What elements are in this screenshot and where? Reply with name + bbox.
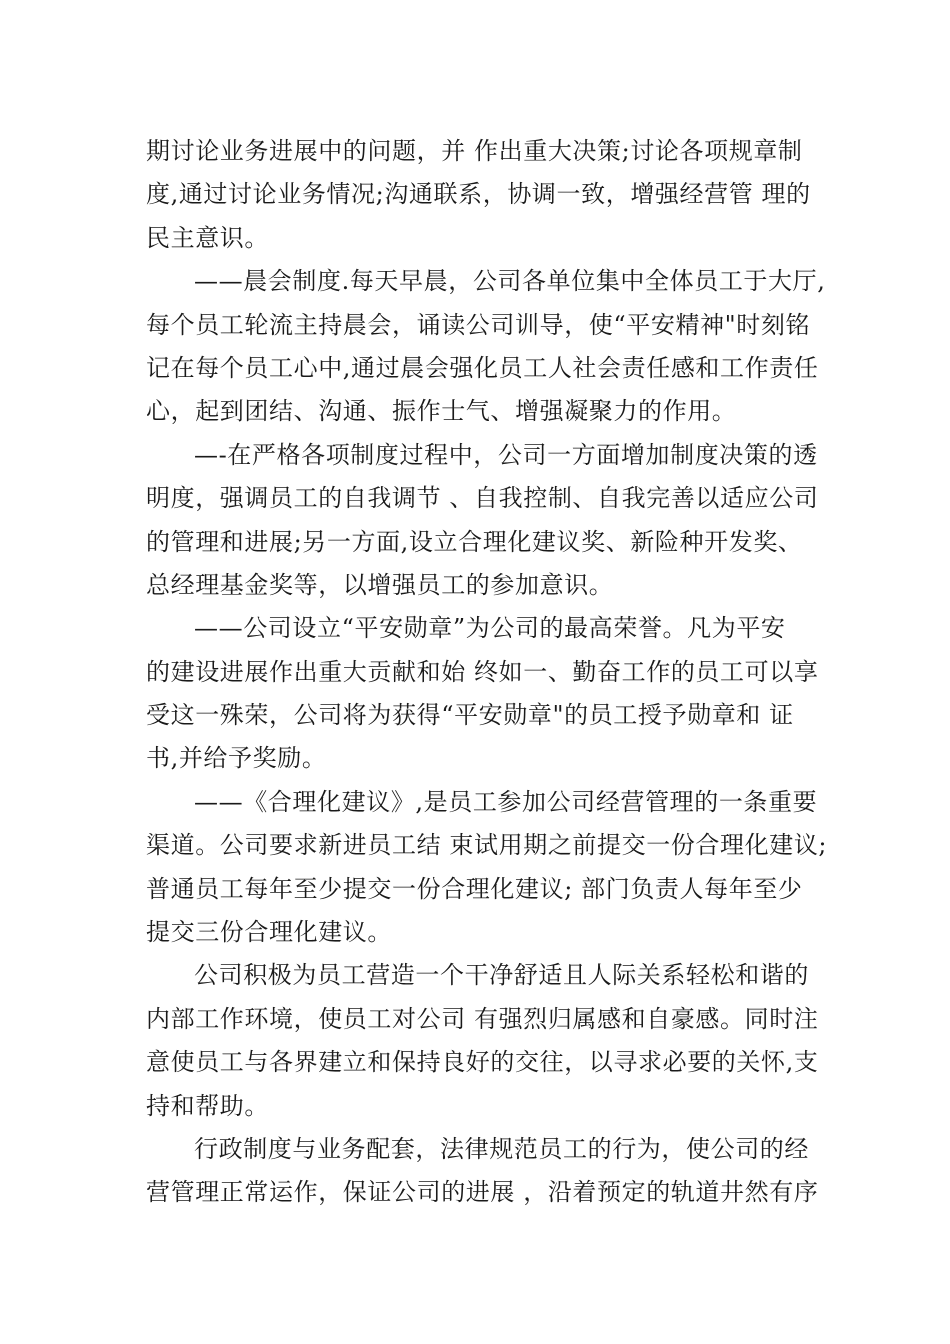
text-line: 意使员工与各界建立和保持良好的交往，以寻求必要的关怀,支: [146, 1048, 819, 1077]
paragraph: [146, 1128, 819, 1215]
text-line: 民主意识。: [146, 223, 269, 252]
text-line: 提交三份合理化建议。: [146, 918, 392, 947]
text-line: —-在严格各项制度过程中，公司一方面增加制度决策的透: [194, 440, 818, 469]
text-line: 普通员工每年至少提交一份合理化建议; 部门负责人每年至少: [146, 874, 803, 903]
text-line: 的建设进展作出重大贡献和始 终如一、勤奋工作的员工可以享: [146, 657, 819, 686]
paragraph: [146, 781, 828, 955]
paragraph: [146, 260, 826, 434]
text-line: 受这一殊荣，公司将为获得“平安勋章"的员工授予勋章和 证: [146, 701, 794, 730]
text-line: 每个员工轮流主持晨会，诵读公司训导，使“平安精神"时刻铭: [146, 310, 811, 339]
text-line: 公司积极为员工营造一个干净舒适且人际关系轻松和谐的: [194, 961, 809, 990]
paragraph: [146, 434, 819, 608]
text-line: ——《合理化建议》,是员工参加公司经营管理的一条重要: [194, 787, 818, 816]
text-line: 的管理和进展;另一方面,设立合理化建议奖、新险种开发奖、: [146, 527, 803, 556]
text-line: 行政制度与业务配套，法律规范员工的行为，使公司的经: [194, 1134, 809, 1163]
text-line: 渠道。公司要求新进员工结 束试用期之前提交一份合理化建议;: [146, 831, 828, 860]
paragraph: [146, 130, 812, 260]
text-line: ——晨会制度.每天早晨，公司各单位集中全体员工于大厅,: [194, 267, 826, 296]
text-line: 总经理基金奖等，以增强员工的参加意识。: [146, 570, 614, 599]
text-line: 期讨论业务进展中的问题，并 作出重大决策;讨论各项规章制: [146, 137, 803, 165]
text-line: 营管理正常运作，保证公司的进展 ，沿着预定的轨道井然有序: [146, 1178, 819, 1207]
text-line: 明度，强调员工的自我调节 、自我控制、自我完善以适应公司: [146, 484, 819, 513]
text-line: 记在每个员工心中,通过晨会强化员工人社会责任感和工作责任: [146, 353, 819, 382]
text-line: 心，起到团结、沟通、振作士气、增强凝聚力的作用。: [146, 397, 737, 426]
text-line: 度,通过讨论业务情况;沟通联系，协调一致，增强经营管 理的: [146, 180, 811, 209]
paragraph: [146, 607, 819, 781]
paragraph: [146, 954, 819, 1128]
text-line: ——公司设立“平安勋章”为公司的最高荣誉。凡为平安: [194, 614, 786, 643]
text-line: 持和帮助。: [146, 1091, 269, 1120]
text-line: 内部工作环境，使员工对公司 有强烈归属感和自豪感。同时注: [146, 1004, 819, 1033]
document-body: [146, 130, 828, 1215]
text-line: 书,并给予奖励。: [146, 744, 327, 773]
